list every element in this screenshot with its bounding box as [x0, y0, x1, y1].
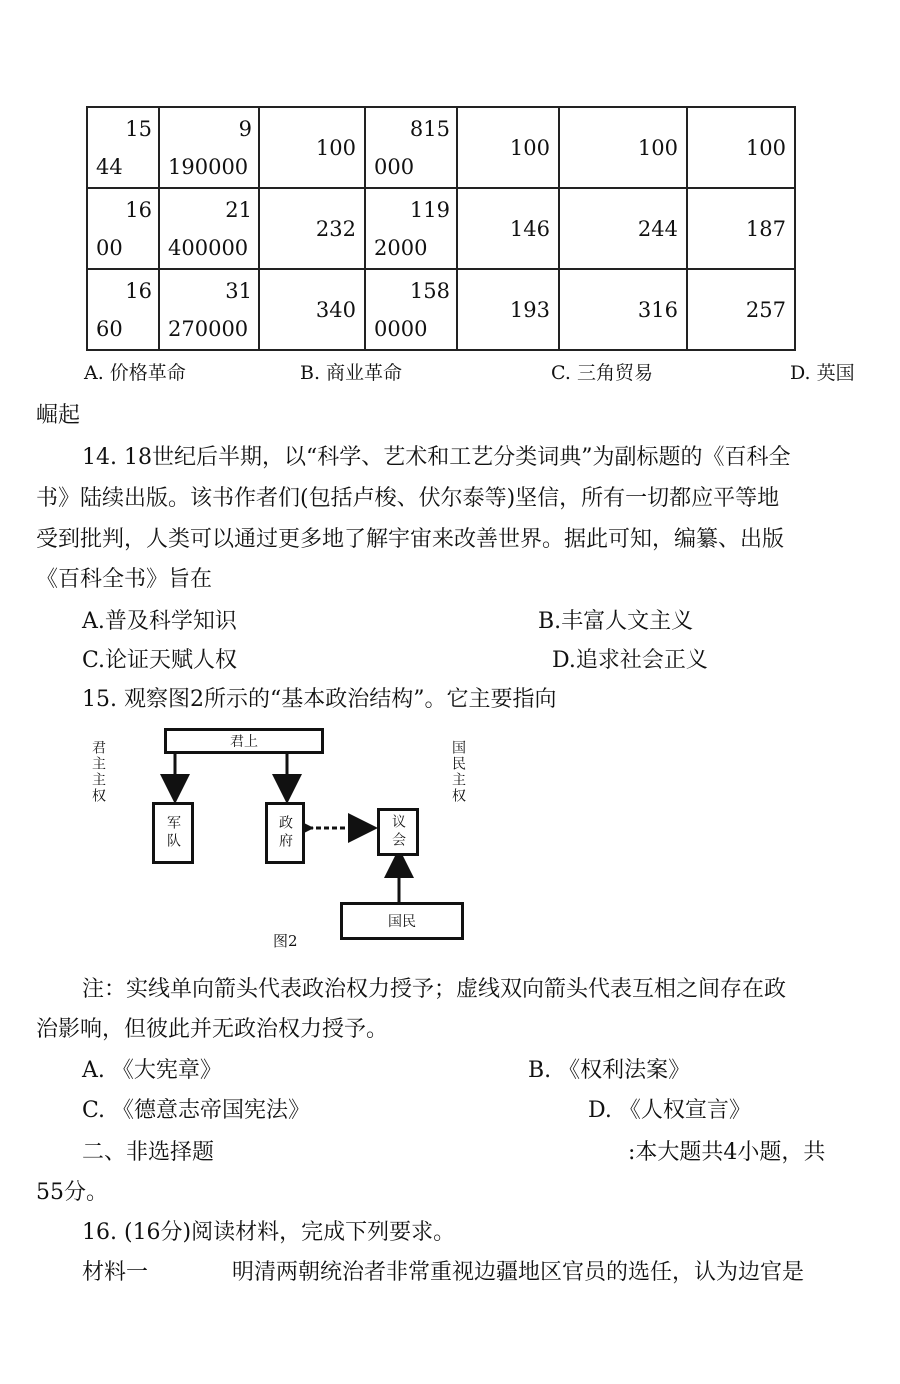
table-cell: 100 [559, 107, 687, 188]
q13-option-d: D. 英国 [790, 362, 855, 384]
q14-stem-line2: 书》陆续出版。该书作者们(包括卢梭、伏尔泰等)坚信，所有一切都应平等地 [36, 486, 780, 511]
q16-material-label: 材料一 [82, 1260, 149, 1285]
table-cell: 257 [687, 269, 795, 350]
left-label-monarch-sovereignty: 君主主权 [90, 740, 106, 804]
q14-option-d: D.追求社会正义 [552, 648, 708, 673]
table-cell: 100 [457, 107, 559, 188]
q16-stem: 16. (16分)阅读材料，完成下列要求。 [82, 1220, 456, 1245]
parliament-box: 议会 [377, 808, 419, 856]
q15-option-d: D. 《人权宣言》 [588, 1098, 751, 1123]
q15-note-line2: 治影响，但彼此并无政治权力授予。 [36, 1017, 389, 1042]
table-row [87, 269, 795, 350]
q14-option-c: C.论证天赋人权 [82, 648, 238, 673]
table-cell: 100 [687, 107, 795, 188]
table-cell: 9 190000 [159, 107, 259, 188]
table-cell: 815 000 [365, 107, 457, 188]
army-box: 军队 [152, 802, 194, 864]
table-cell: 146 [457, 188, 559, 269]
q15-option-b: B. 《权利法案》 [528, 1058, 691, 1083]
price-table [86, 106, 796, 351]
q15-note-line1: 注：实线单向箭头代表政治权力授予；虚线双向箭头代表互相之间存在政 [82, 977, 787, 1002]
political-structure-diagram [80, 722, 480, 950]
q15-option-c: C. 《德意志帝国宪法》 [82, 1098, 311, 1123]
q13-option-b: B. 商业革命 [300, 362, 403, 384]
table-cell: 232 [259, 188, 365, 269]
table-cell: 193 [457, 269, 559, 350]
q13-option-a: A. 价格革命 [84, 362, 186, 384]
table-cell: 119 2000 [365, 188, 457, 269]
table-cell: 16 00 [87, 188, 159, 269]
q14-stem-line3: 受到批判，人类可以通过更多地了解宇宙来改善世界。据此可知，编纂、出版 [36, 527, 785, 552]
table-cell: 187 [687, 188, 795, 269]
right-label-national-sovereignty: 国民主权 [450, 740, 466, 804]
section-description-continued: 55分。 [36, 1180, 108, 1205]
table-cell: 340 [259, 269, 365, 350]
monarch-box: 君上 [164, 728, 324, 754]
citizens-box: 国民 [340, 902, 464, 940]
q13-option-c: C. 三角贸易 [551, 362, 653, 384]
table-row [87, 107, 795, 188]
q15-stem: 15. 观察图2所示的“基本政治结构”。它主要指向 [82, 687, 557, 712]
table-cell: 31 270000 [159, 269, 259, 350]
table-cell: 316 [559, 269, 687, 350]
q14-option-b: B.丰富人文主义 [538, 609, 694, 634]
q16-material-text: 明清两朝统治者非常重视边疆地区官员的选任，认为边官是 [232, 1260, 805, 1285]
q14-stem-line1: 14. 18世纪后半期，以“科学、艺术和工艺分类词典”为副标题的《百科全 [82, 445, 791, 470]
q14-option-a: A.普及科学知识 [82, 609, 237, 634]
table-row [87, 188, 795, 269]
table-cell: 244 [559, 188, 687, 269]
q13-option-d-continued: 崛起 [36, 403, 81, 428]
table-cell: 100 [259, 107, 365, 188]
q14-stem-line4: 《百科全书》旨在 [36, 567, 213, 592]
q15-option-a: A. 《大宪章》 [82, 1058, 222, 1083]
diagram-caption: 图2 [273, 932, 298, 950]
government-box: 政府 [265, 802, 305, 864]
table-cell: 21 400000 [159, 188, 259, 269]
table-cell: 158 0000 [365, 269, 457, 350]
section-title: 二、非选择题 [82, 1140, 215, 1165]
table-cell: 16 60 [87, 269, 159, 350]
section-description: :本大题共4小题，共 [628, 1140, 826, 1165]
table-cell: 15 44 [87, 107, 159, 188]
